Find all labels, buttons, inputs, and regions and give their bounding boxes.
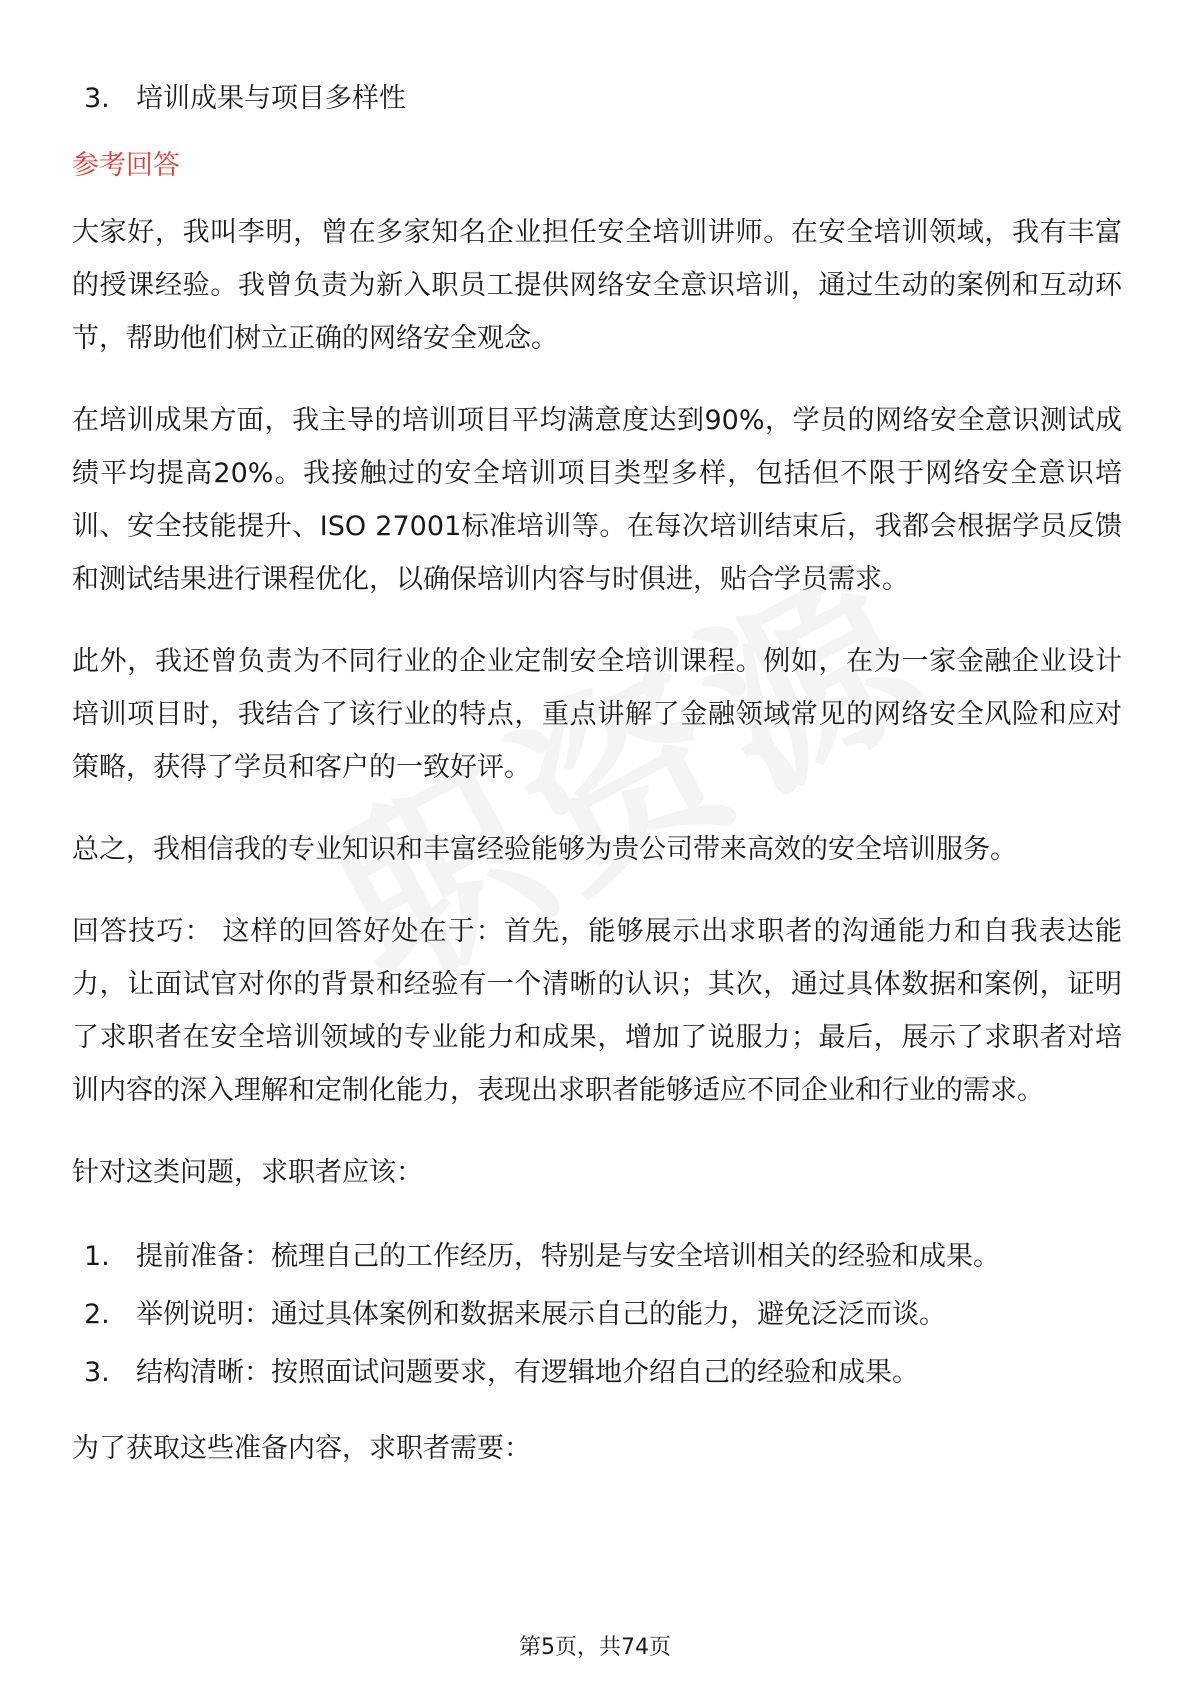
paragraph: 此外，我还曾负责为不同行业的企业定制安全培训课程。例如，在为一家金融企业设计培训项目时，我结合了该行业的特点，重点讲解了金融领域常见的网络安全风险和应对策略，获得了学员和客户的一致好评。 <box>72 646 1122 783</box>
paragraph: 在培训成果方面，我主导的培训项目平均满意度达到90%，学员的网络安全意识测试成绩平均提高20%。我接触过的安全培训项目类型多样，包括但不限于网络安全意识培训、安全技能提升、ISO 27001标准培训等。在每次培训结束后，我都会根据学员反馈和测试结果进行课程优化，以确保培训内容与时俱进，贴合学员需求。 <box>72 405 1122 595</box>
page-content <box>72 70 1122 1504</box>
list-text: 提前准备：梳理自己的工作经历，特别是与安全培训相关的经验和成果。 <box>136 1241 1000 1272</box>
list-item <box>72 1286 1122 1344</box>
list-item <box>72 1344 1122 1402</box>
paragraph: 大家好，我叫李明，曾在多家知名企业担任安全培训讲师。在安全培训领域，我有丰富的授课经验。我曾负责为新入职员工提供网络安全意识培训，通过生动的案例和互动环节，帮助他们树立正确的网络安全观念。 <box>72 217 1122 354</box>
list-text: 结构清晰：按照面试问题要求，有逻辑地介绍自己的经验和成果。 <box>136 1357 919 1388</box>
list-number: 2. <box>84 1299 110 1330</box>
section-title: 参考回答 <box>72 150 180 181</box>
page-number: 第5页，共74页 <box>519 1635 671 1660</box>
list-text: 举例说明：通过具体案例和数据来展示自己的能力，避免泛泛而谈。 <box>136 1299 946 1330</box>
list-item <box>72 1228 1122 1286</box>
paragraph: 总之，我相信我的专业知识和丰富经验能够为贵公司带来高效的安全培训服务。 <box>72 834 1017 865</box>
list-item <box>72 70 1122 128</box>
paragraph: 回答技巧： 这样的回答好处在于：首先，能够展示出求职者的沟通能力和自我表达能力，让面试官对你的背景和经验有一个清晰的认识；其次，通过具体数据和案例，证明了求职者在安全培训领域的专业能力和成果，增加了说服力；最后，展示了求职者对培训内容的深入理解和定制化能力，表现出求职者能够适应不同企业和行业的需求。 <box>72 916 1122 1106</box>
list-number: 1. <box>84 1241 110 1272</box>
list-number: 3. <box>84 1357 110 1388</box>
list-number: 3. <box>84 83 110 114</box>
tips-list <box>72 1228 1122 1402</box>
paragraph: 针对这类问题，求职者应该： <box>72 1157 423 1188</box>
paragraph: 为了获取这些准备内容，求职者需要： <box>72 1433 531 1464</box>
list-text: 培训成果与项目多样性 <box>136 83 406 114</box>
numbered-list <box>72 70 1122 128</box>
